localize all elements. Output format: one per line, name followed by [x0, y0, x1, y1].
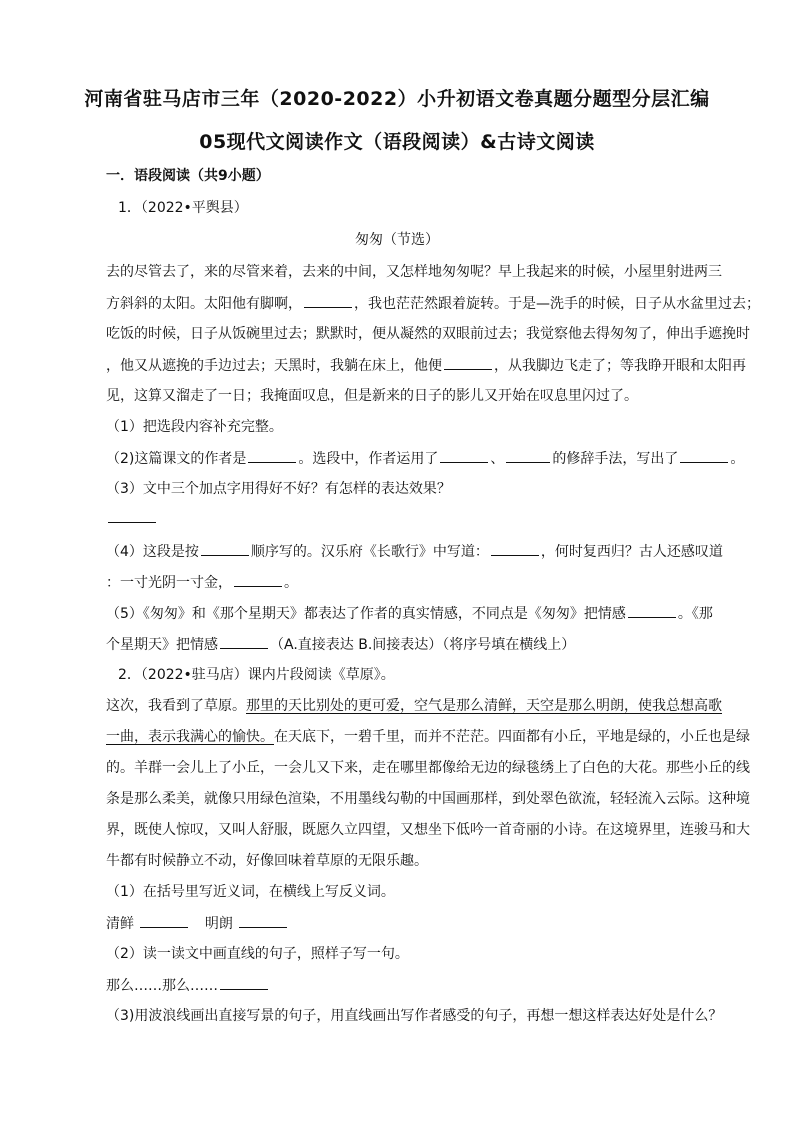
document-title: 河南省驻马店市三年（2020-2022）小升初语文卷真题分题型分层汇编: [84, 88, 710, 110]
sub-question-text: ，何时复西归？古人还感叹道: [540, 544, 723, 560]
sub-question-text: 。《那: [677, 606, 713, 622]
passage-line: [106, 696, 722, 716]
sub-question-5-cont: [106, 634, 575, 655]
word: 清鲜: [106, 916, 134, 932]
fill-blank[interactable]: [201, 541, 249, 556]
underlined-sentence: 一曲，表示我满心的愉快。: [106, 729, 274, 745]
passage-text: ，我也茫茫然跟着旋转。于是—洗手的时候，日子从水盆里过去；: [354, 296, 760, 312]
word: 明朗: [204, 916, 233, 932]
sub-question-3: （3)用波浪线画出直接写景的句子，用直线画出写作者感受的句子，再想一想这样表达好处是什么？: [106, 1008, 723, 1024]
fill-blank[interactable]: [444, 355, 492, 370]
fill-blank[interactable]: [440, 448, 488, 463]
sub-question-3: （3）文中三个加点字用得好不好？有怎样的表达效果？: [106, 481, 451, 497]
underlined-sentence: 那里的天比别处的更可爱，空气是那么清鲜，天空是那么明朗，使我总想高歌: [246, 698, 722, 714]
passage-line: 牛都有时候静立不动，好像回味着草原的无限乐趣。: [106, 853, 428, 869]
section-heading: 一．语段阅读（共9小题）: [106, 168, 270, 184]
pattern-line: [106, 975, 270, 996]
sub-question-text: 、: [490, 451, 505, 467]
fill-blank[interactable]: [304, 293, 352, 308]
question-2-source: 2．（2022•驻马店）课内片段阅读《草原》。: [118, 667, 395, 683]
passage-line: 吃饭的时候，日子从饭碗里过去；默默时，便从凝然的双眼前过去；我觉察他去得匆匆了，伸出手遮挽时: [106, 326, 750, 342]
sub-question-text: （4）这段是按: [106, 544, 199, 560]
sub-question-text: 。选段中，作者运用了: [298, 451, 439, 467]
passage-text: ，从我脚边飞走了；等我睁开眼和太阳再: [494, 358, 746, 374]
sub-question-text: 的修辞手法，写出了: [552, 451, 679, 467]
passage-line: 的。羊群一会儿上了小丘，一会儿又下来，走在哪里都像给无边的绿毯绣上了白色的大花。那些小丘的线: [106, 760, 750, 776]
passage-line: [106, 727, 750, 747]
fill-blank[interactable]: [108, 508, 156, 523]
fill-blank[interactable]: [506, 448, 550, 463]
fill-blank[interactable]: [239, 913, 287, 928]
sub-question-4-cont: [106, 572, 298, 593]
sub-question-5: [106, 603, 713, 624]
passage-line: [106, 293, 760, 314]
sub-question-1: （1）把选段内容补充完整。: [106, 419, 283, 435]
sub-question-4: [106, 541, 723, 562]
sub-question-text: （2)这篇课文的作者是: [106, 451, 247, 467]
passage-line: [106, 355, 746, 376]
passage-line: 条是那么柔美，就像只用绿色渲染，不用墨线勾勒的中国画那样，到处翠色欲流，轻轻流入云际。这种境: [106, 791, 750, 807]
sub-question-text: 。: [284, 575, 298, 591]
sub-question-2: （2）读一读文中画直线的句子，照样子写一句。: [106, 946, 409, 962]
sub-question-text: 个星期天》把情感: [106, 637, 218, 653]
fill-blank[interactable]: [248, 448, 296, 463]
sub-question-text: 顺序写的。汉乐府《长歌行》中写道：: [250, 544, 489, 560]
fill-blank[interactable]: [680, 448, 728, 463]
word-pair-line: [106, 913, 289, 934]
fill-blank[interactable]: [628, 603, 676, 618]
passage-title: 匆匆（节选）: [355, 232, 439, 248]
sentence-pattern: 那么……那么……: [106, 978, 218, 994]
fill-blank[interactable]: [140, 913, 188, 928]
sub-question-text: 。: [730, 451, 745, 467]
fill-blank[interactable]: [491, 541, 539, 556]
passage-line: 见，这算又溜走了一日；我掩面叹息，但是新来的日子的影儿又开始在叹息里闪过了。: [106, 388, 638, 404]
sub-question-2: [106, 448, 744, 469]
passage-line: 界，既使人惊叹，又叫人舒服，既愿久立四望，又想坐下低吟一首奇丽的小诗。在这境界里，连骏马和大: [106, 822, 750, 838]
passage-text: ，他又从遮挽的手边过去；天黑时，我躺在床上，他便: [106, 358, 442, 374]
fill-blank[interactable]: [234, 572, 282, 587]
passage-text: 方斜斜的太阳。太阳他有脚啊，: [106, 296, 302, 312]
sub-question-text: （A.直接表达 B.间接表达）（将序号填在横线上）: [270, 637, 576, 653]
answer-line[interactable]: [106, 508, 158, 529]
passage-text: 这次，我看到了草原。: [106, 698, 246, 714]
passage-text: 在天底下，一碧千里，而并不茫茫。四面都有小丘，平地是绿的，小丘也是绿: [274, 729, 750, 745]
passage-line: 去的尽管去了，来的尽管来着，去来的中间，又怎样地匆匆呢？早上我起来的时候，小屋里射进两三: [106, 264, 722, 280]
sub-question-text: ：一寸光阴一寸金，: [106, 575, 232, 591]
question-1-source: 1．（2022•平舆县）: [118, 200, 248, 216]
sub-question-1: （1）在括号里写近义词，在横线上写反义词。: [106, 884, 395, 900]
fill-blank[interactable]: [220, 634, 268, 649]
document-subtitle: 05现代文阅读作文（语段阅读）&古诗文阅读: [199, 131, 595, 153]
fill-blank[interactable]: [220, 975, 268, 990]
sub-question-text: （5）《匆匆》和《那个星期天》都表达了作者的真实情感，不同点是《匆匆》把情感: [106, 606, 626, 622]
